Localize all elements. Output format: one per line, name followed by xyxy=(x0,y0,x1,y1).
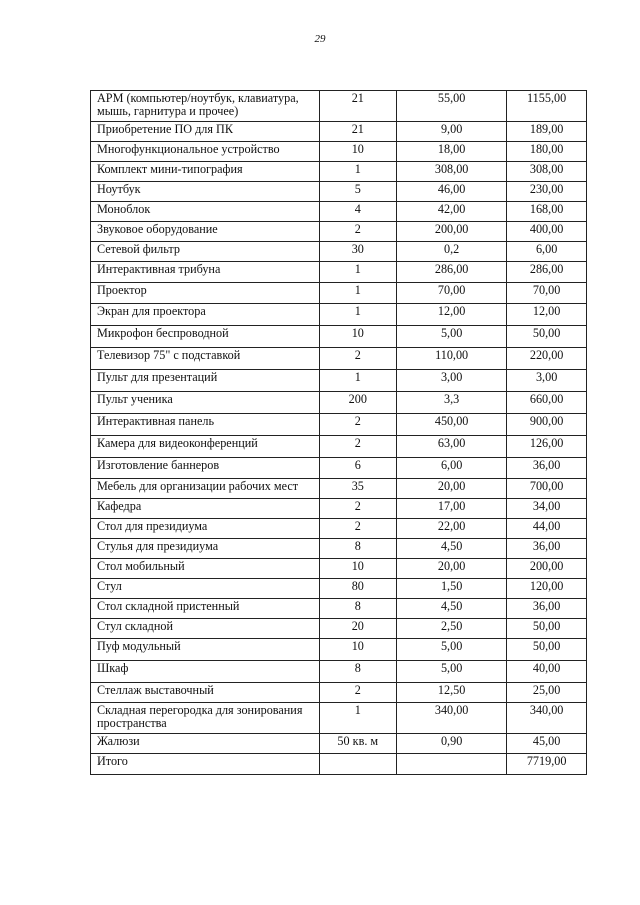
table-row xyxy=(91,392,587,414)
total-cost-cell: 660,00 xyxy=(507,392,587,414)
item-name-cell: Телевизор 75" с подставкой xyxy=(91,348,320,370)
item-name-cell: Приобретение ПО для ПК xyxy=(91,122,320,142)
total-cost-cell: 6,00 xyxy=(507,242,587,262)
unit-price-cell: 3,3 xyxy=(396,392,506,414)
unit-price-cell: 70,00 xyxy=(396,283,506,304)
item-name-cell: Стол мобильный xyxy=(91,559,320,579)
total-cost-cell: 3,00 xyxy=(507,370,587,392)
item-name-cell: Пульт для презентаций xyxy=(91,370,320,392)
quantity-cell: 200 xyxy=(319,392,396,414)
item-name-cell: Стеллаж выставочный xyxy=(91,683,320,703)
items-table xyxy=(90,90,587,775)
item-name-cell: Экран для проектора xyxy=(91,304,320,326)
table-row xyxy=(91,539,587,559)
total-cost-cell: 12,00 xyxy=(507,304,587,326)
quantity-cell xyxy=(319,754,396,775)
total-cost-cell: 36,00 xyxy=(507,539,587,559)
total-cost-cell: 189,00 xyxy=(507,122,587,142)
total-cost-cell: 36,00 xyxy=(507,599,587,619)
item-name-cell: Моноблок xyxy=(91,202,320,222)
table-row xyxy=(91,559,587,579)
unit-price-cell: 3,00 xyxy=(396,370,506,392)
table-row xyxy=(91,619,587,639)
unit-price-cell: 63,00 xyxy=(396,436,506,458)
total-cost-cell: 50,00 xyxy=(507,639,587,661)
item-name-cell: Пульт ученика xyxy=(91,392,320,414)
item-name-cell: Микрофон беспроводной xyxy=(91,326,320,348)
quantity-cell: 2 xyxy=(319,436,396,458)
quantity-cell: 1 xyxy=(319,162,396,182)
unit-price-cell: 4,50 xyxy=(396,599,506,619)
table-row xyxy=(91,222,587,242)
item-name-cell: Звуковое оборудование xyxy=(91,222,320,242)
item-name-cell: Кафедра xyxy=(91,499,320,519)
quantity-cell: 2 xyxy=(319,222,396,242)
table-row xyxy=(91,326,587,348)
quantity-cell: 1 xyxy=(319,370,396,392)
total-cost-cell: 120,00 xyxy=(507,579,587,599)
table-row xyxy=(91,599,587,619)
item-name-cell: Интерактивная панель xyxy=(91,414,320,436)
quantity-cell: 2 xyxy=(319,348,396,370)
total-cost-cell: 340,00 xyxy=(507,703,587,734)
table-row xyxy=(91,182,587,202)
item-name-cell: Мебель для организации рабочих мест xyxy=(91,479,320,499)
total-cost-cell: 25,00 xyxy=(507,683,587,703)
total-cost-cell: 200,00 xyxy=(507,559,587,579)
unit-price-cell: 22,00 xyxy=(396,519,506,539)
unit-price-cell: 12,00 xyxy=(396,304,506,326)
table-row xyxy=(91,734,587,754)
quantity-cell: 2 xyxy=(319,683,396,703)
quantity-cell: 20 xyxy=(319,619,396,639)
table-row xyxy=(91,579,587,599)
unit-price-cell: 12,50 xyxy=(396,683,506,703)
total-cost-cell: 44,00 xyxy=(507,519,587,539)
quantity-cell: 8 xyxy=(319,661,396,683)
quantity-cell: 21 xyxy=(319,122,396,142)
table-row xyxy=(91,91,587,122)
unit-price-cell: 308,00 xyxy=(396,162,506,182)
quantity-cell: 2 xyxy=(319,414,396,436)
total-cost-cell: 45,00 xyxy=(507,734,587,754)
table-row xyxy=(91,639,587,661)
table-row xyxy=(91,122,587,142)
item-name-cell: Стол для президиума xyxy=(91,519,320,539)
unit-price-cell: 55,00 xyxy=(396,91,506,122)
quantity-cell: 35 xyxy=(319,479,396,499)
total-cost-cell: 1155,00 xyxy=(507,91,587,122)
total-cost-cell: 36,00 xyxy=(507,458,587,479)
total-cost-cell: 180,00 xyxy=(507,142,587,162)
unit-price-cell: 20,00 xyxy=(396,479,506,499)
quantity-cell: 8 xyxy=(319,599,396,619)
total-cost-cell: 40,00 xyxy=(507,661,587,683)
table-row xyxy=(91,142,587,162)
total-cost-cell: 50,00 xyxy=(507,619,587,639)
item-name-cell: Стол складной пристенный xyxy=(91,599,320,619)
unit-price-cell: 0,2 xyxy=(396,242,506,262)
table-row xyxy=(91,499,587,519)
table-row xyxy=(91,436,587,458)
quantity-cell: 2 xyxy=(319,499,396,519)
item-name-cell: АРМ (компьютер/ноутбук, клавиатура, мышь, гарнитура и прочее) xyxy=(91,91,320,122)
item-name-cell: Проектор xyxy=(91,283,320,304)
items-table-body xyxy=(91,91,587,775)
table-row xyxy=(91,370,587,392)
total-cost-cell: 286,00 xyxy=(507,262,587,283)
quantity-cell: 80 xyxy=(319,579,396,599)
quantity-cell: 50 кв. м xyxy=(319,734,396,754)
total-cost-cell: 400,00 xyxy=(507,222,587,242)
total-cost-cell: 900,00 xyxy=(507,414,587,436)
table-row xyxy=(91,262,587,283)
quantity-cell: 5 xyxy=(319,182,396,202)
unit-price-cell: 5,00 xyxy=(396,639,506,661)
unit-price-cell: 200,00 xyxy=(396,222,506,242)
page-number: 29 xyxy=(314,33,326,45)
unit-price-cell: 286,00 xyxy=(396,262,506,283)
item-name-cell: Комплект мини-типография xyxy=(91,162,320,182)
table-row xyxy=(91,661,587,683)
item-name-cell: Складная перегородка для зонирования пространства xyxy=(91,703,320,734)
unit-price-cell: 0,90 xyxy=(396,734,506,754)
quantity-cell: 30 xyxy=(319,242,396,262)
table-row xyxy=(91,414,587,436)
item-name-cell: Стул xyxy=(91,579,320,599)
quantity-cell: 1 xyxy=(319,262,396,283)
table-row xyxy=(91,458,587,479)
item-name-cell: Многофункциональное устройство xyxy=(91,142,320,162)
unit-price-cell: 6,00 xyxy=(396,458,506,479)
item-name-cell: Стулья для президиума xyxy=(91,539,320,559)
quantity-cell: 4 xyxy=(319,202,396,222)
unit-price-cell: 1,50 xyxy=(396,579,506,599)
item-name-cell: Камера для видеоконференций xyxy=(91,436,320,458)
unit-price-cell: 340,00 xyxy=(396,703,506,734)
quantity-cell: 2 xyxy=(319,519,396,539)
unit-price-cell: 5,00 xyxy=(396,661,506,683)
unit-price-cell: 2,50 xyxy=(396,619,506,639)
item-name-cell: Шкаф xyxy=(91,661,320,683)
quantity-cell: 21 xyxy=(319,91,396,122)
table-row xyxy=(91,479,587,499)
item-name-cell: Жалюзи xyxy=(91,734,320,754)
total-cost-cell: 168,00 xyxy=(507,202,587,222)
quantity-cell: 10 xyxy=(319,142,396,162)
item-name-cell: Интерактивная трибуна xyxy=(91,262,320,283)
item-name-cell: Изготовление баннеров xyxy=(91,458,320,479)
quantity-cell: 1 xyxy=(319,283,396,304)
table-row xyxy=(91,202,587,222)
unit-price-cell: 42,00 xyxy=(396,202,506,222)
table-row xyxy=(91,703,587,734)
item-name-cell: Ноутбук xyxy=(91,182,320,202)
total-cost-cell: 34,00 xyxy=(507,499,587,519)
item-name-cell: Сетевой фильтр xyxy=(91,242,320,262)
total-cost-cell: 220,00 xyxy=(507,348,587,370)
total-cost-cell: 308,00 xyxy=(507,162,587,182)
item-name-cell: Стул складной xyxy=(91,619,320,639)
unit-price-cell: 9,00 xyxy=(396,122,506,142)
item-name-cell: Итого xyxy=(91,754,320,775)
unit-price-cell: 17,00 xyxy=(396,499,506,519)
unit-price-cell: 20,00 xyxy=(396,559,506,579)
unit-price-cell: 4,50 xyxy=(396,539,506,559)
quantity-cell: 6 xyxy=(319,458,396,479)
quantity-cell: 1 xyxy=(319,304,396,326)
table-row xyxy=(91,683,587,703)
total-cost-cell: 126,00 xyxy=(507,436,587,458)
total-row xyxy=(91,754,587,775)
unit-price-cell: 5,00 xyxy=(396,326,506,348)
quantity-cell: 10 xyxy=(319,639,396,661)
table-row xyxy=(91,519,587,539)
unit-price-cell: 450,00 xyxy=(396,414,506,436)
table-row xyxy=(91,348,587,370)
quantity-cell: 10 xyxy=(319,326,396,348)
total-cost-cell: 700,00 xyxy=(507,479,587,499)
total-cost-cell: 7719,00 xyxy=(507,754,587,775)
table-row xyxy=(91,304,587,326)
table-row xyxy=(91,283,587,304)
quantity-cell: 1 xyxy=(319,703,396,734)
table-row xyxy=(91,162,587,182)
total-cost-cell: 230,00 xyxy=(507,182,587,202)
unit-price-cell xyxy=(396,754,506,775)
total-cost-cell: 50,00 xyxy=(507,326,587,348)
total-cost-cell: 70,00 xyxy=(507,283,587,304)
quantity-cell: 10 xyxy=(319,559,396,579)
unit-price-cell: 46,00 xyxy=(396,182,506,202)
quantity-cell: 8 xyxy=(319,539,396,559)
unit-price-cell: 18,00 xyxy=(396,142,506,162)
table-row xyxy=(91,242,587,262)
unit-price-cell: 110,00 xyxy=(396,348,506,370)
item-name-cell: Пуф модульный xyxy=(91,639,320,661)
